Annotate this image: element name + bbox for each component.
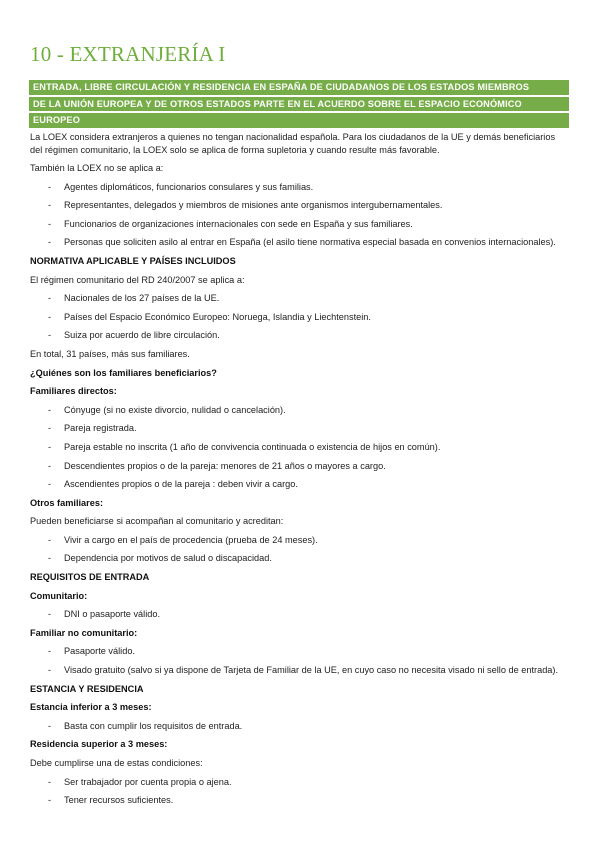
bullet-dash: - xyxy=(48,181,52,192)
bullet-dash: - xyxy=(48,720,52,731)
intro-line: del régimen comunitario, la LOEX solo se aplica de forma supletoria y cuando resulte más favorable. xyxy=(30,145,440,155)
list-item-text: Pareja estable no inscrita (1 año de convivencia continuada o existencia de hijos en común). xyxy=(64,441,441,452)
paragraph: Pueden beneficiarse si acompañan al comunitario y acreditan: xyxy=(30,516,284,527)
list-item-text: DNI o pasaporte válido. xyxy=(64,609,161,620)
section-heading: NORMATIVA APLICABLE Y PAÍSES INCLUIDOS xyxy=(30,255,236,266)
list-item-text: Ascendientes propios o de la pareja : deben vivir a cargo. xyxy=(64,479,298,490)
intro-paragraph xyxy=(30,131,575,157)
bullet-dash: - xyxy=(48,479,52,490)
list-item xyxy=(30,663,575,682)
list-item-text: Países del Espacio Económico Europeo: Noruega, Islandia y Liechtenstein. xyxy=(64,311,371,322)
bullet-dash: - xyxy=(48,441,52,452)
list-item-text: Cónyuge (si no existe divorcio, nulidad o cancelación). xyxy=(64,404,286,415)
document-body xyxy=(30,131,575,812)
list-item xyxy=(30,310,575,329)
bullet-dash: - xyxy=(48,795,52,806)
list-item xyxy=(30,775,575,794)
list-item xyxy=(30,403,575,422)
list-item-text: Personas que soliciten asilo al entrar en España (el asilo tiene normativa especial basada en convenios internacionales). xyxy=(64,237,556,248)
list-item xyxy=(30,551,575,570)
subsection-heading: Familiares directos: xyxy=(30,386,117,397)
list-item xyxy=(30,198,575,217)
list-item xyxy=(30,180,575,199)
list-item xyxy=(30,235,575,254)
list-item-text: Basta con cumplir los requisitos de entrada. xyxy=(64,720,243,731)
list-item-text: Tener recursos suficientes. xyxy=(64,795,174,806)
bullet-dash: - xyxy=(48,237,52,248)
list-item-text: Vivir a cargo en el país de procedencia (prueba de 24 meses). xyxy=(64,534,318,545)
banner-line: EUROPEO xyxy=(29,113,569,128)
list-item-text: Pareja registrada. xyxy=(64,423,137,434)
bullet-dash: - xyxy=(48,646,52,657)
subsection-heading: Residencia superior a 3 meses: xyxy=(30,739,168,750)
bullet-dash: - xyxy=(48,311,52,322)
list-item xyxy=(30,440,575,459)
bullet-dash: - xyxy=(48,665,52,676)
list-item-text: Suiza por acuerdo de libre circulación. xyxy=(64,330,220,341)
list-item xyxy=(30,607,575,626)
page-title: 10 - EXTRANJERÍA I xyxy=(30,42,226,66)
intro-line: La LOEX considera extranjeros a quienes no tengan nacionalidad española. Para los ciudadanos de la UE y demás beneficiarios xyxy=(30,132,556,142)
bullet-dash: - xyxy=(48,200,52,211)
section-banner xyxy=(29,80,569,130)
paragraph: El régimen comunitario del RD 240/2007 se aplica a: xyxy=(30,274,245,285)
subsection-heading: Otros familiares: xyxy=(30,497,104,508)
bullet-dash: - xyxy=(48,534,52,545)
list-item xyxy=(30,291,575,310)
list-item xyxy=(30,793,575,812)
paragraph: En total, 31 países, más sus familiares. xyxy=(30,348,190,359)
section-heading: ESTANCIA Y RESIDENCIA xyxy=(30,683,144,694)
list-item xyxy=(30,328,575,347)
exclusions-heading: También la LOEX no se aplica a: xyxy=(30,163,164,173)
list-item xyxy=(30,477,575,496)
list-item xyxy=(30,217,575,236)
bullet-dash: - xyxy=(48,293,52,304)
list-item-text: Visado gratuito (salvo si ya dispone de Tarjeta de Familiar de la UE, en cuyo caso no necesita visado ni sello de entrada). xyxy=(64,665,559,676)
subsection-heading: Familiar no comunitario: xyxy=(30,627,138,638)
section-heading: REQUISITOS DE ENTRADA xyxy=(30,572,150,583)
bullet-dash: - xyxy=(48,609,52,620)
subsection-heading: Estancia inferior a 3 meses: xyxy=(30,702,152,713)
list-item xyxy=(30,719,575,738)
bullet-dash: - xyxy=(48,776,52,787)
bullet-dash: - xyxy=(48,218,52,229)
list-item-text: Agentes diplomáticos, funcionarios consulares y sus familias. xyxy=(64,181,314,192)
paragraph: Debe cumplirse una de estas condiciones: xyxy=(30,758,203,768)
list-item xyxy=(30,421,575,440)
list-item xyxy=(30,644,575,663)
list-item-text: Ser trabajador por cuenta propia o ajena. xyxy=(64,776,232,787)
list-item xyxy=(30,533,575,552)
bullet-dash: - xyxy=(48,423,52,434)
subsection-heading: ¿Quiénes son los familiares beneficiarios? xyxy=(30,367,217,378)
subsection-heading: Comunitario: xyxy=(30,590,88,601)
bullet-dash: - xyxy=(48,404,52,415)
bullet-dash: - xyxy=(48,330,52,341)
list-item-text: Nacionales de los 27 países de la UE. xyxy=(64,293,220,304)
bullet-dash: - xyxy=(48,460,52,471)
list-item-text: Funcionarios de organizaciones internacionales con sede en España y sus familiares. xyxy=(64,218,413,229)
list-item-text: Descendientes propios o de la pareja: menores de 21 años o mayores a cargo. xyxy=(64,460,386,471)
list-item-text: Representantes, delegados y miembros de misiones ante organismos intergubernamentales. xyxy=(64,200,443,211)
list-item-text: Dependencia por motivos de salud o discapacidad. xyxy=(64,553,272,564)
list-item xyxy=(30,459,575,478)
banner-line: DE LA UNIÓN EUROPEA Y DE OTROS ESTADOS PARTE EN EL ACUERDO SOBRE EL ESPACIO ECONÓMICO xyxy=(29,97,569,112)
banner-line: ENTRADA, LIBRE CIRCULACIÓN Y RESIDENCIA EN ESPAÑA DE CIUDADANOS DE LOS ESTADOS MIEMBROS xyxy=(29,80,569,95)
bullet-dash: - xyxy=(48,553,52,564)
list-item-text: Pasaporte válido. xyxy=(64,646,135,657)
